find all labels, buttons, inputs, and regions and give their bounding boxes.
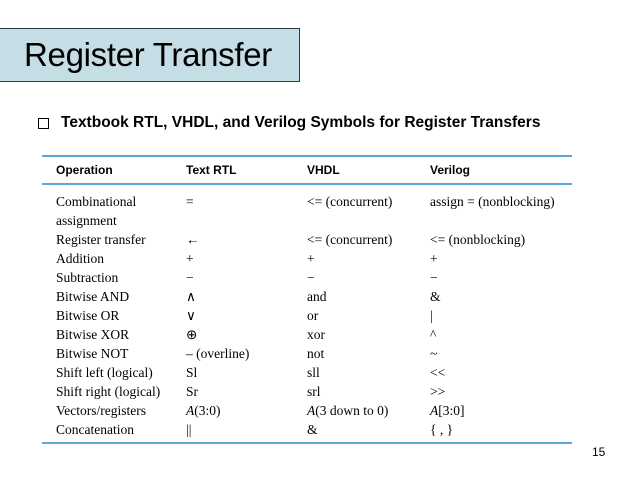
cell-vhdl: + <box>307 251 315 266</box>
table-row <box>0 382 638 401</box>
cell-verilog: ~ <box>430 346 438 361</box>
cell-vhdl: not <box>307 346 325 361</box>
cell-operation: Shift right (logical) <box>56 384 161 399</box>
cell-vhdl: <= (concurrent) <box>307 232 393 247</box>
cell-vhdl: <= (concurrent) <box>307 194 393 209</box>
cell-vhdl: and <box>307 289 327 304</box>
cell-verilog: A[3:0] <box>430 403 465 418</box>
subtitle-bullet <box>38 114 540 132</box>
header-text-rtl: Text RTL <box>186 163 237 177</box>
cell-rtl: ∨ <box>186 308 196 323</box>
cell-verilog: <= (nonblocking) <box>430 232 526 247</box>
cell-rtl: – (overline) <box>186 346 250 361</box>
header-verilog: Verilog <box>430 163 471 177</box>
cell-rtl: ∧ <box>186 289 196 304</box>
cell-rtl: ⊕ <box>186 327 198 342</box>
table-bottom-rule <box>42 442 572 444</box>
table-row <box>0 287 638 306</box>
cell-verilog: { , } <box>430 422 454 437</box>
cell-vhdl: − <box>307 270 315 285</box>
cell-operation: Addition <box>56 251 105 266</box>
table-row <box>0 363 638 382</box>
cell-vhdl: A(3 down to 0) <box>307 403 389 418</box>
table-top-rule <box>42 155 572 157</box>
table-row <box>0 230 638 249</box>
cell-rtl: || <box>186 422 192 437</box>
cell-rtl: = <box>186 194 194 209</box>
cell-rtl: ← <box>186 232 200 247</box>
header-vhdl: VHDL <box>307 163 340 177</box>
cell-operation: Bitwise AND <box>56 289 130 304</box>
cell-verilog: | <box>430 308 433 323</box>
cell-verilog: >> <box>430 384 446 399</box>
table-row <box>0 401 638 420</box>
cell-verilog: << <box>430 365 446 380</box>
cell-operation: Register transfer <box>56 232 146 247</box>
cell-verilog: ^ <box>430 327 437 342</box>
table-row <box>0 192 638 230</box>
cell-operation: Bitwise NOT <box>56 346 129 361</box>
page-number: 15 <box>592 445 606 459</box>
table-row <box>0 268 638 287</box>
cell-operation: Bitwise OR <box>56 308 120 323</box>
table-body <box>0 192 638 439</box>
table-header-rule <box>42 183 572 185</box>
table-row <box>0 420 638 439</box>
cell-verilog: & <box>430 289 441 304</box>
cell-rtl: + <box>186 251 194 266</box>
cell-vhdl: sll <box>307 365 320 380</box>
cell-rtl: − <box>186 270 194 285</box>
cell-vhdl: & <box>307 422 318 437</box>
cell-operation: Concatenation <box>56 422 134 437</box>
cell-operation: Shift left (logical) <box>56 365 153 380</box>
cell-verilog: assign = (nonblocking) <box>430 194 555 209</box>
checkbox-bullet-icon <box>38 118 49 129</box>
table-row <box>0 306 638 325</box>
table-row <box>0 249 638 268</box>
table-row <box>0 325 638 344</box>
cell-vhdl: or <box>307 308 319 323</box>
title-box <box>0 28 300 82</box>
table-row <box>0 344 638 363</box>
cell-rtl: Sr <box>186 384 199 399</box>
cell-rtl: Sl <box>186 365 198 380</box>
cell-operation: Vectors/registers <box>56 403 146 418</box>
slide-title: Register Transfer <box>24 36 272 73</box>
cell-vhdl: srl <box>307 384 321 399</box>
header-operation: Operation <box>56 163 113 177</box>
subtitle-text: Textbook RTL, VHDL, and Verilog Symbols for Register Transfers <box>61 114 541 131</box>
cell-rtl: A(3:0) <box>186 403 221 418</box>
cell-operation: Bitwise XOR <box>56 327 130 342</box>
cell-operation: Subtraction <box>56 270 119 285</box>
cell-operation: Combinational assignment <box>56 194 137 228</box>
cell-verilog: + <box>430 251 438 266</box>
cell-verilog: − <box>430 270 438 285</box>
cell-vhdl: xor <box>307 327 325 342</box>
